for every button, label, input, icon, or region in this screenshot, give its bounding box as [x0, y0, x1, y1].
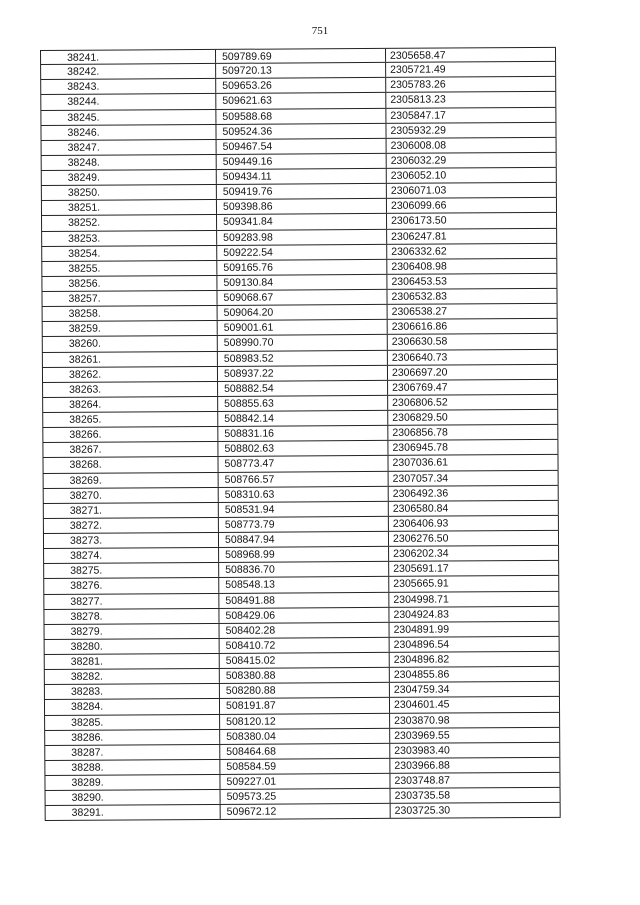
x-coordinate-cell: 508429.06 [219, 608, 389, 623]
y-coordinate-cell: 2306640.73 [388, 349, 558, 364]
row-id-cell: 38273. [43, 533, 219, 548]
x-coordinate-cell: 508847.94 [219, 532, 389, 547]
y-coordinate-cell: 2306008.08 [387, 138, 557, 153]
x-coordinate-cell: 509672.12 [221, 804, 391, 819]
row-id-cell: 38262. [42, 367, 218, 382]
row-id-cell: 38286. [44, 730, 220, 745]
y-coordinate-cell: 2306173.50 [387, 213, 557, 228]
row-id-cell: 38248. [41, 155, 217, 170]
row-id-cell: 38272. [43, 518, 219, 533]
row-id-cell: 38243. [40, 79, 216, 94]
y-coordinate-cell: 2305691.17 [389, 561, 559, 576]
x-coordinate-cell: 508773.79 [219, 517, 389, 532]
x-coordinate-cell: 508937.22 [218, 366, 388, 381]
row-id-cell: 38249. [41, 170, 217, 185]
x-coordinate-cell: 509341.84 [217, 214, 387, 229]
y-coordinate-cell: 2305932.29 [386, 122, 556, 137]
y-coordinate-cell: 2307057.34 [389, 470, 559, 485]
y-coordinate-cell: 2303748.87 [390, 773, 560, 788]
x-coordinate-cell: 509434.11 [217, 169, 387, 184]
y-coordinate-cell: 2306538.27 [388, 304, 558, 319]
y-coordinate-cell: 2306247.81 [387, 228, 557, 243]
x-coordinate-cell: 509449.16 [217, 154, 387, 169]
row-id-cell: 38288. [44, 760, 220, 775]
y-coordinate-cell: 2306032.29 [387, 153, 557, 168]
y-coordinate-cell: 2306492.36 [389, 485, 559, 500]
row-id-cell: 38287. [44, 745, 220, 760]
x-coordinate-cell: 508380.04 [220, 728, 390, 743]
row-id-cell: 38277. [43, 593, 219, 608]
x-coordinate-cell: 509524.36 [216, 124, 386, 139]
row-id-cell: 38270. [43, 488, 219, 503]
y-coordinate-cell: 2307036.61 [388, 455, 558, 470]
row-id-cell: 38260. [42, 336, 218, 351]
y-coordinate-cell: 2304896.54 [390, 637, 560, 652]
x-coordinate-cell: 508842.14 [218, 411, 388, 426]
row-id-cell: 38242. [40, 64, 216, 79]
y-coordinate-cell: 2304998.71 [389, 591, 559, 606]
row-id-cell: 38284. [44, 699, 220, 714]
row-id-cell: 38255. [41, 261, 217, 276]
y-coordinate-cell: 2304896.82 [390, 652, 560, 667]
y-coordinate-cell: 2305665.91 [389, 576, 559, 591]
row-id-cell: 38259. [42, 321, 218, 336]
x-coordinate-cell: 509789.69 [216, 49, 386, 63]
row-id-cell: 38241. [40, 50, 216, 64]
y-coordinate-cell: 2305783.26 [386, 77, 556, 92]
y-coordinate-cell: 2305721.49 [386, 62, 556, 77]
x-coordinate-cell: 508802.63 [218, 441, 388, 456]
page-number: 751 [311, 25, 329, 37]
row-id-cell: 38280. [44, 639, 220, 654]
row-id-cell: 38275. [43, 563, 219, 578]
row-id-cell: 38253. [41, 230, 217, 245]
y-coordinate-cell: 2303966.88 [390, 758, 560, 773]
row-id-cell: 38283. [44, 684, 220, 699]
x-coordinate-cell: 508773.47 [218, 456, 388, 471]
y-coordinate-cell: 2306099.66 [387, 198, 557, 213]
x-coordinate-cell: 509165.76 [217, 260, 387, 275]
y-coordinate-cell: 2306406.93 [389, 516, 559, 531]
row-id-cell: 38278. [43, 609, 219, 624]
table-row [45, 803, 561, 821]
x-coordinate-cell: 508584.59 [220, 759, 390, 774]
y-coordinate-cell: 2306332.62 [387, 243, 557, 258]
y-coordinate-cell: 2304891.99 [390, 622, 560, 637]
x-coordinate-cell: 509419.76 [217, 184, 387, 199]
x-coordinate-cell: 509064.20 [218, 305, 388, 320]
row-id-cell: 38290. [45, 790, 221, 805]
x-coordinate-cell: 508491.88 [219, 592, 389, 607]
x-coordinate-cell: 508410.72 [220, 638, 390, 653]
row-id-cell: 38258. [42, 306, 218, 321]
y-coordinate-cell: 2304759.34 [390, 682, 560, 697]
row-id-cell: 38247. [41, 140, 217, 155]
x-coordinate-cell: 508882.54 [218, 381, 388, 396]
y-coordinate-cell: 2303983.40 [390, 743, 560, 758]
y-coordinate-cell: 2305658.47 [386, 48, 556, 62]
row-id-cell: 38282. [44, 669, 220, 684]
y-coordinate-cell: 2306829.50 [388, 410, 558, 425]
row-id-cell: 38285. [44, 714, 220, 729]
y-coordinate-cell: 2305847.17 [386, 107, 556, 122]
row-id-cell: 38274. [43, 548, 219, 563]
x-coordinate-cell: 508402.28 [220, 623, 390, 638]
y-coordinate-cell: 2306580.84 [389, 501, 559, 516]
y-coordinate-cell: 2305813.23 [386, 92, 556, 107]
y-coordinate-cell: 2303735.58 [391, 788, 561, 803]
row-id-cell: 38245. [40, 109, 216, 124]
row-id-cell: 38250. [41, 185, 217, 200]
y-coordinate-cell: 2306945.78 [388, 440, 558, 455]
row-id-cell: 38289. [44, 775, 220, 790]
x-coordinate-cell: 508191.87 [220, 698, 390, 713]
y-coordinate-cell: 2304855.86 [390, 667, 560, 682]
row-id-cell: 38254. [41, 246, 217, 261]
x-coordinate-cell: 509068.67 [217, 290, 387, 305]
y-coordinate-cell: 2304924.83 [389, 606, 559, 621]
row-id-cell: 38271. [43, 503, 219, 518]
x-coordinate-cell: 509467.54 [217, 139, 387, 154]
row-id-cell: 38279. [44, 624, 220, 639]
x-coordinate-cell: 508766.57 [219, 471, 389, 486]
x-coordinate-cell: 509222.54 [217, 245, 387, 260]
x-coordinate-cell: 508415.02 [220, 653, 390, 668]
y-coordinate-cell: 2306630.58 [388, 334, 558, 349]
x-coordinate-cell: 508464.68 [220, 744, 390, 759]
row-id-cell: 38252. [41, 215, 217, 230]
row-id-cell: 38268. [42, 457, 218, 472]
y-coordinate-cell: 2306453.53 [387, 274, 557, 289]
x-coordinate-cell: 508548.13 [219, 577, 389, 592]
x-coordinate-cell: 508531.94 [219, 502, 389, 517]
x-coordinate-cell: 508280.88 [220, 683, 390, 698]
row-id-cell: 38269. [43, 472, 219, 487]
coordinate-table [40, 47, 561, 822]
y-coordinate-cell: 2306616.86 [388, 319, 558, 334]
x-coordinate-cell: 509398.86 [217, 199, 387, 214]
x-coordinate-cell: 508855.63 [218, 396, 388, 411]
row-id-cell: 38267. [42, 442, 218, 457]
x-coordinate-cell: 508990.70 [218, 335, 388, 350]
y-coordinate-cell: 2306769.47 [388, 380, 558, 395]
x-coordinate-cell: 509001.61 [218, 320, 388, 335]
y-coordinate-cell: 2303870.98 [390, 712, 560, 727]
y-coordinate-cell: 2306856.78 [388, 425, 558, 440]
x-coordinate-cell: 509227.01 [220, 774, 390, 789]
x-coordinate-cell: 509621.63 [216, 93, 386, 108]
y-coordinate-cell: 2306806.52 [388, 395, 558, 410]
row-id-cell: 38266. [42, 427, 218, 442]
y-coordinate-cell: 2306697.20 [388, 364, 558, 379]
y-coordinate-cell: 2306276.50 [389, 531, 559, 546]
row-id-cell: 38263. [42, 382, 218, 397]
x-coordinate-cell: 508380.88 [220, 668, 390, 683]
row-id-cell: 38265. [42, 412, 218, 427]
x-coordinate-cell: 509588.68 [216, 108, 386, 123]
row-id-cell: 38276. [43, 578, 219, 593]
row-id-cell: 38257. [41, 291, 217, 306]
x-coordinate-cell: 508836.70 [219, 562, 389, 577]
row-id-cell: 38291. [45, 805, 221, 820]
row-id-cell: 38281. [44, 654, 220, 669]
x-coordinate-cell: 509720.13 [216, 63, 386, 78]
y-coordinate-cell: 2303725.30 [391, 803, 561, 818]
x-coordinate-cell: 508831.16 [218, 426, 388, 441]
x-coordinate-cell: 509653.26 [216, 78, 386, 93]
row-id-cell: 38256. [41, 276, 217, 291]
y-coordinate-cell: 2306071.03 [387, 183, 557, 198]
x-coordinate-cell: 509130.84 [217, 275, 387, 290]
y-coordinate-cell: 2306532.83 [387, 289, 557, 304]
row-id-cell: 38246. [40, 125, 216, 140]
x-coordinate-cell: 509573.25 [221, 789, 391, 804]
row-id-cell: 38244. [40, 94, 216, 109]
x-coordinate-cell: 508310.63 [219, 487, 389, 502]
row-id-cell: 38251. [41, 200, 217, 215]
x-coordinate-cell: 508968.99 [219, 547, 389, 562]
row-id-cell: 38264. [42, 397, 218, 412]
y-coordinate-cell: 2303969.55 [390, 727, 560, 742]
x-coordinate-cell: 508120.12 [220, 713, 390, 728]
x-coordinate-cell: 508983.52 [218, 350, 388, 365]
row-id-cell: 38261. [42, 351, 218, 366]
y-coordinate-cell: 2306052.10 [387, 168, 557, 183]
y-coordinate-cell: 2306202.34 [389, 546, 559, 561]
y-coordinate-cell: 2304601.45 [390, 697, 560, 712]
x-coordinate-cell: 509283.98 [217, 229, 387, 244]
y-coordinate-cell: 2306408.98 [387, 259, 557, 274]
